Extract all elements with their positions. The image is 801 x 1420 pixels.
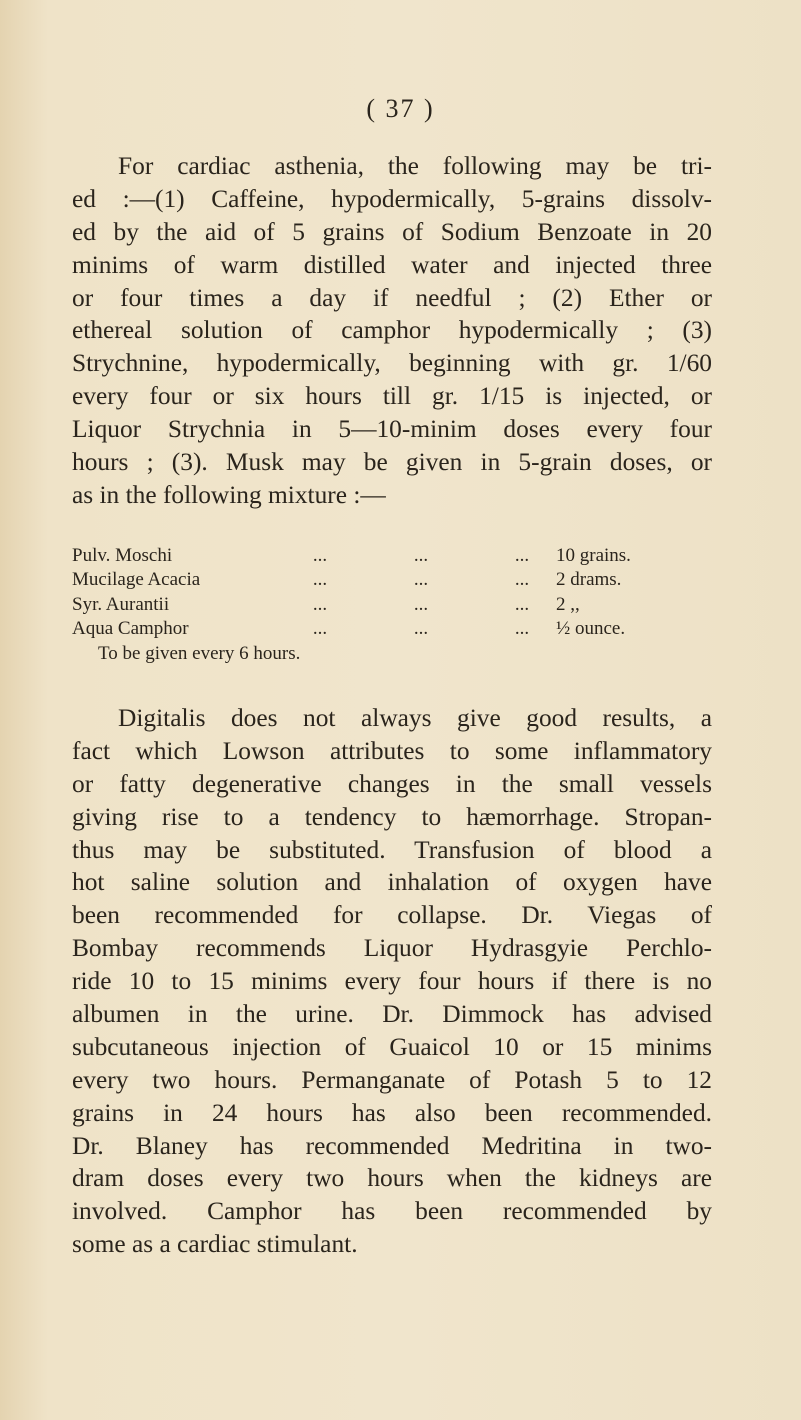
text-line: Strychnine, hypodermically, beginning with gr. 1/60: [72, 349, 712, 378]
text-line: albumen in the urine. Dr. Dimmock has advised: [72, 1000, 712, 1029]
recipe-quantity: ½ ounce.: [556, 618, 626, 640]
recipe-ingredient: Aqua Camphor: [72, 618, 189, 640]
recipe-ingredient: Syr. Aurantii: [72, 593, 170, 615]
text-line: Digitalis does not always give good results, a: [118, 704, 712, 732]
text-line: as in the following mixture :—: [72, 480, 386, 509]
dot-leader: ...: [514, 618, 530, 640]
text-line: subcutaneous injection of Guaicol 10 or 15 minims: [72, 1032, 712, 1061]
recipe-ingredient: Pulv. Moschi: [72, 545, 173, 566]
text-line: or fatty degenerative changes in the small vessels: [72, 769, 712, 798]
dot-leader: ...: [413, 569, 429, 591]
mixture-recipe: [72, 544, 712, 666]
text-line: thus may be substituted. Transfusion of blood a: [72, 835, 712, 864]
dot-leader: ...: [312, 569, 328, 591]
recipe-row: [72, 617, 712, 641]
text-line: Dr. Blaney has recommended Medritina in two-: [72, 1131, 712, 1160]
leader-dots: [300, 593, 556, 617]
text-line: giving rise to a tendency to hæmorrhage. Stropan-: [72, 802, 712, 831]
dot-leader: ...: [312, 618, 328, 640]
text-line: minims of warm distilled water and injected three: [72, 250, 712, 279]
leader-dots: [300, 617, 556, 641]
paragraph-digitalis: [72, 702, 712, 1261]
recipe-quantity: 2 drams.: [556, 569, 622, 591]
recipe-row: [72, 544, 712, 568]
text-line: hot saline solution and inhalation of oxygen have: [72, 868, 712, 897]
leader-dots: [300, 544, 556, 568]
dot-leader: ...: [514, 569, 530, 591]
dot-leader: ...: [413, 545, 429, 566]
text-line: hours ; (3). Musk may be given in 5-grain doses, or: [72, 448, 712, 477]
text-line: Liquor Strychnia in 5—10-minim doses every four: [72, 415, 712, 444]
text-line: ed :—(1) Caffeine, hypodermically, 5-grains dissolv-: [72, 184, 712, 213]
text-line: grains in 24 hours has also been recommended.: [72, 1098, 712, 1127]
recipe-directions: To be given every 6 hours.: [98, 642, 301, 664]
leader-dots: [300, 568, 556, 592]
text-line: dram doses every two hours when the kidneys are: [72, 1164, 712, 1193]
text-line: involved. Camphor has been recommended by: [72, 1197, 712, 1226]
recipe-quantity: 10 grains.: [556, 545, 631, 566]
text-line: fact which Lowson attributes to some inflammatory: [72, 736, 712, 765]
recipe-quantity: 2 ,,: [556, 593, 580, 615]
dot-leader: ...: [312, 545, 328, 566]
text-line: every two hours. Permanganate of Potash 5 to 12: [72, 1065, 712, 1094]
text-line: every four or six hours till gr. 1/15 is injected, or: [72, 382, 712, 411]
dot-leader: ...: [413, 593, 429, 615]
dot-leader: ...: [413, 618, 429, 640]
text-line: ethereal solution of camphor hypodermically ; (3): [72, 316, 712, 345]
dot-leader: ...: [514, 593, 530, 615]
text-line: Bombay recommends Liquor Hydrasgyie Perchlo-: [72, 934, 712, 963]
text-line: or four times a day if needful ; (2) Ether or: [72, 283, 712, 312]
recipe-row: [72, 568, 712, 592]
dot-leader: ...: [514, 545, 530, 566]
text-line: ed by the aid of 5 grains of Sodium Benzoate in 20: [72, 217, 712, 246]
text-line: For cardiac asthenia, the following may be tri-: [118, 152, 712, 180]
paragraph-cardiac-asthenia: [72, 150, 712, 512]
dot-leader: ...: [312, 593, 328, 615]
recipe-ingredient: Mucilage Acacia: [72, 569, 201, 591]
page-number: ( 37 ): [366, 94, 435, 123]
text-line: been recommended for collapse. Dr. Viegas of: [72, 901, 712, 930]
text-line: ride 10 to 15 minims every four hours if there is no: [72, 967, 712, 996]
recipe-row: [72, 593, 712, 617]
text-line: some as a cardiac stimulant.: [72, 1230, 358, 1259]
